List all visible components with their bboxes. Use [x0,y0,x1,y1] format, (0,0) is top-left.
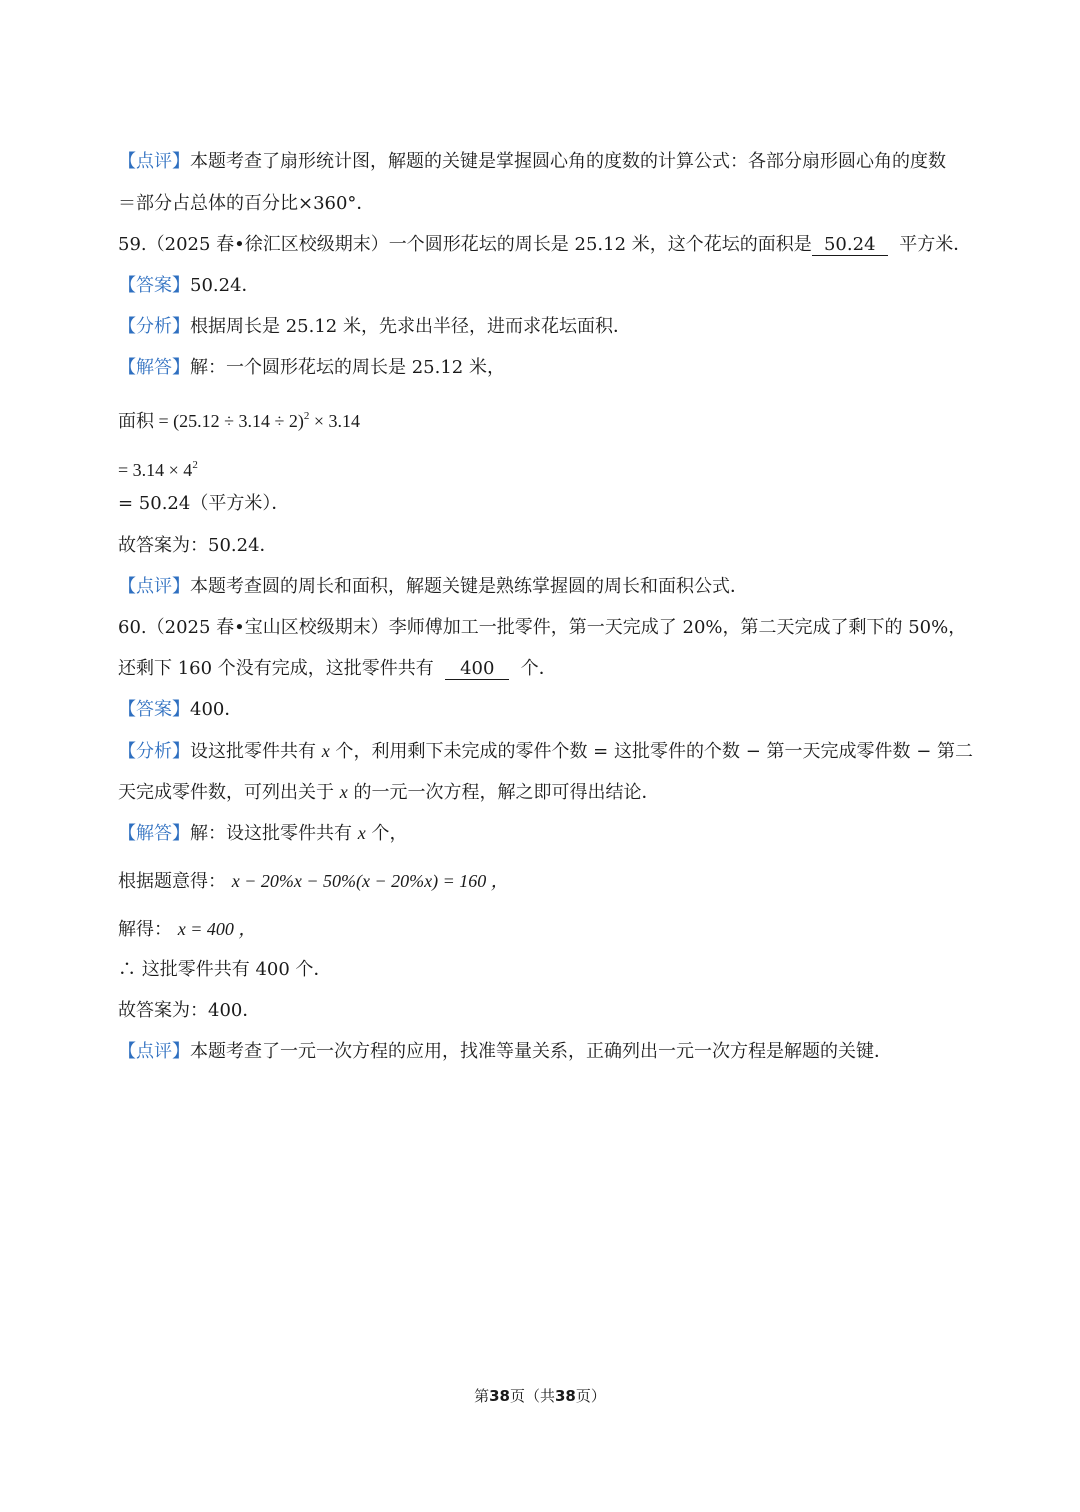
answer-tag: 【答案】 [118,699,190,720]
q60-equation [118,869,509,894]
q60-conclusion-text: 故答案为：400． [118,1000,261,1021]
q59-step2-a: = 3.14 × 4 [118,460,193,480]
q59-step1 [118,404,360,433]
footer-page-number: 38 [489,1387,510,1405]
q60-stem-text-1: 60.（2025 春•宝山区校级期末）李师傅加工一批零件，第一天完成了 20%，第二天完成了剩下的 50%， [118,617,967,638]
q59-stem-prefix: 59.（2025 春•徐汇区校级期末）一个圆形花坛的周长是 25.12 米，这个花坛的面积是 [118,234,812,255]
q60-solution-a: 解：设这批零件共有 [190,823,358,844]
prev-comment-line1 [118,150,946,174]
comment-tag: 【点评】 [118,1041,190,1062]
variable-x: x [357,823,366,843]
q59-step2-exponent: 2 [192,459,198,471]
q60-solution-b: 个， [365,823,408,844]
q60-stem-prefix: 还剩下 160 个没有完成，这批零件共有 [118,658,434,679]
variable-x: x [321,741,330,761]
footer-suffix: 页） [575,1387,606,1405]
q60-solve [118,917,256,942]
q59-step1-b: × 3.14 [309,411,361,431]
answer-tag: 【答案】 [118,275,190,296]
q60-analysis-c: 天完成零件数，可列出关于 [118,782,340,803]
q60-stem-line2 [118,657,557,681]
q60-therefore [118,958,332,982]
q60-solution [118,821,407,846]
solution-tag: 【解答】 [118,823,190,844]
q59-answer-blank: 50.24 [812,235,888,256]
q60-analysis-a: 设这批零件共有 [190,741,322,762]
q59-step3-text: = 50.24（平方米）． [118,493,290,514]
q59-answer [118,274,260,298]
q60-solve-label: 解得： [118,919,172,940]
q60-answer [118,698,242,722]
q59-answer-text: 50.24． [190,275,260,296]
q60-therefore-text: ∴ 这批零件共有 400 个． [118,959,332,980]
q60-solve-value: x = 400 ， [177,919,257,939]
footer-total-pages: 38 [555,1387,576,1405]
q60-stem-line1 [118,616,966,640]
q59-step1-exponent: 2 [303,410,310,422]
q59-solution [118,356,505,380]
q60-conclusion [118,999,260,1023]
q60-comment [118,1040,892,1064]
prev-comment-line2 [118,192,374,216]
q60-analysis-b: 个，利用剩下未完成的零件个数 = 这批零件的个数 − 第一天完成零件数 − 第二 [329,741,974,762]
q60-answer-text: 400． [190,699,243,720]
q59-conclusion-text: 故答案为：50.24． [118,535,278,556]
footer-middle: 页（共 [509,1387,555,1405]
q59-stem [118,233,971,257]
analysis-tag: 【分析】 [118,316,190,337]
comment-tag: 【点评】 [118,151,190,172]
q60-answer-blank: 400 [445,659,509,680]
q60-analysis-line2 [118,780,659,805]
q59-analysis [118,315,631,339]
q59-step3 [118,492,289,516]
comment-tag: 【点评】 [118,576,190,597]
q59-solution-text: 解：一个圆形花坛的周长是 25.12 米， [190,357,505,378]
footer-prefix: 第 [474,1387,490,1405]
q60-analysis-d: 的一元一次方程，解之即可得出结论． [347,782,660,803]
q60-stem-suffix: 个． [520,658,557,679]
q59-step1-a: 面积 = (25.12 ÷ 3.14 ÷ 2) [118,411,304,431]
q60-analysis-line1 [118,739,973,764]
q59-stem-suffix: 平方米． [899,234,972,255]
variable-x: x [339,782,348,802]
prev-comment-text: 本题考查了扇形统计图，解题的关键是掌握圆心角的度数的计算公式：各部分扇形圆心角的度数 [190,151,946,172]
q60-equation-text: x − 20%x − 50%(x − 20%x) = 160 ， [231,871,509,891]
q59-step2 [118,453,198,482]
page-footer [0,1385,1080,1407]
solution-tag: 【解答】 [118,357,190,378]
q60-comment-text: 本题考查了一元一次方程的应用，找准等量关系，正确列出一元一次方程是解题的关键． [190,1041,892,1062]
q59-analysis-text: 根据周长是 25.12 米，先求出半径，进而求花坛面积． [190,316,631,337]
q59-conclusion [118,534,278,558]
q59-comment [118,575,748,599]
q60-equation-label: 根据题意得： [118,871,226,892]
analysis-tag: 【分析】 [118,741,190,762]
prev-comment-text-2: ＝部分占总体的百分比×360°． [118,193,375,214]
q59-comment-text: 本题考查圆的周长和面积，解题关键是熟练掌握圆的周长和面积公式． [190,576,748,597]
